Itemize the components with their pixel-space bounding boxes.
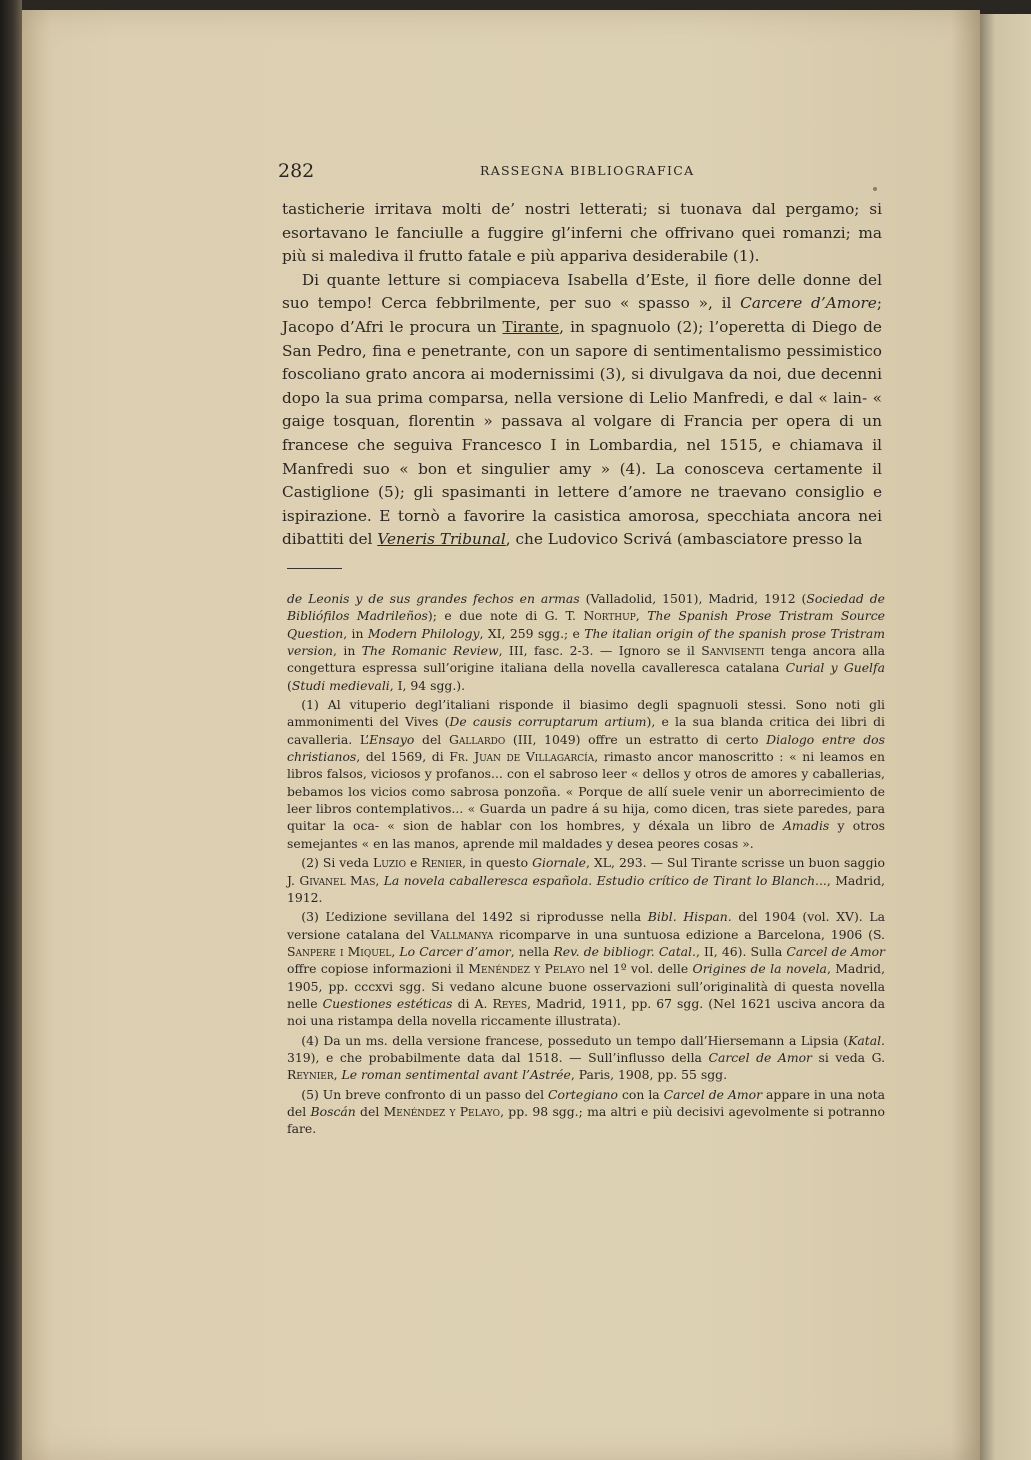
ink-speck	[873, 187, 877, 191]
footnote-2: (2) Si veda Luzio e Renier, in questo Giornale, XL, 293. — Sul Tirante scrisse un buon saggio J. Givanel Mas, La novela caballeresca española. Estudio crítico de Tirant lo Blanch..., Madrid, 1912.	[287, 855, 885, 905]
page-header	[278, 160, 878, 186]
footnote-1: (1) Al vituperio degl’italiani risponde il biasimo degli spagnuoli stessi. Sono noti gli ammonimenti del Vives (De causis corruptarum artium), e la sua blanda critica dei libri di cavalleria. L’Ensayo del Gallardo (III, 1049) offre un estratto di certo Dialogo entre dos christianos, del 1569, di Fr. Juan de Villagarcía, rimasto ancor manoscritto : « ni leamos en libros falsos, viciosos y profanos... con el sabroso leer « dellos y otros de amores y caballerias, bebamos los vicios como sabrosa ponzoña. « Porque de allí suele venir un aborrecimiento de leer libros contemplativos... « Guarda un padre á su hija, como dicen, tras siete paredes, para quitar la oca- « sion de hablar con los hombres, y déxala un libro de Amadis y otros semejantes « en las manos, aprende mil maldades y desea peores cosas ».	[287, 697, 885, 851]
footnote-5: (5) Un breve confronto di un passo del Cortegiano con la Carcel de Amor appare in una nota del Boscán del Menéndez y Pelayo, pp. 98 sgg.; ma altri e più decisivi agevolmente si potranno fare.	[287, 1086, 885, 1137]
paragraph-1: tasticherie irritava molti de’ nostri letterati; si tuonava dal pergamo; si esortavano le fanciulle a fuggire gl’inferni che offrivano quei romanzi; ma più si malediva il frutto fatale e più appariva desiderabile (1).	[282, 200, 882, 266]
footnote-4: (4) Da un ms. della versione francese, posseduto un tempo dall’Hiersemann a Lipsia (Katal. 319), e che probabilmente data dal 1518. — Sull’influsso della Carcel de Amor si veda G. Reynier, Le roman sentimental avant l’Astrée, Paris, 1908, pp. 55 sgg.	[287, 1032, 886, 1083]
next-page-edge	[980, 14, 1031, 1460]
paragraph-2: Di quante letture si compiaceva Isabella d’Este, il fiore delle donne del suo tempo! Cerca febbrilmente, per suo « spasso », il Carcere d’Amore; Jacopo d’Afri le procura un Tirante, in spagnuolo (2); l’operetta di Diego de San Pedro, fina e penetrante, con un sapore di sentimentalismo pessimistico foscoliano grato ancora ai modernissimi (3), si divulgava da noi, due decenni dopo la sua prima comparsa, nella versione di Lelio Manfredi, e dal « lain- « gaige tosquan, florentin » passava al volgare di Francia per opera di un francese che seguiva Francesco I in Lombardia, nel 1515, e chiamava il Manfredi suo « bon et singulier amy » (4). La conosceva certamente il Castiglione (5); gli spasimanti in lettere d’amore ne traevano consiglio e ispirazione. E tornò a favorire la casistica amorosa, specchiata ancora nei dibattiti del Veneris Tribunal, che Ludovico Scrivá (ambasciatore presso la	[282, 270, 882, 549]
footnotes	[287, 590, 885, 1140]
footnote-continuation: de Leonis y de sus grandes fechos en armas (Valladolid, 1501), Madrid, 1912 (Sociedad de Bibliófilos Madrileños); e due note di G. T. Northup, The Spanish Prose Tristram Source Question, in Modern Philology, XI, 259 sgg.; e The italian origin of the spanish prose Tristram version, in The Romanic Review, III, fasc. 2-3. — Ignoro se il Sanvisenti tenga ancora alla congettura espressa sull’origine italiana della novella cavalleresca catalana Curial y Guelfa (Studi medievali, I, 94 sgg.).	[287, 591, 885, 693]
footnote-rule	[287, 568, 342, 569]
scan-binding-shadow	[0, 0, 22, 1460]
page-number: 282	[278, 160, 315, 182]
running-head: RASSEGNA BIBLIOGRAFICA	[480, 163, 695, 178]
main-text	[282, 198, 882, 552]
footnote-3: (3) L’edizione sevillana del 1492 si riprodusse nella Bibl. Hispan. del 1904 (vol. XV). La versione catalana del Vallmanya ricomparve in una suntuosa edizione a Barcelona, 1906 (S. Sanpere i Miquel, Lo Carcer d’amor, nella Rev. de bibliogr. Catal., II, 46). Sulla Carcel de Amor offre copiose informazioni il Menéndez y Pelayo nel 1º vol. delle Origines de la novela, Madrid, 1905, pp. cccxvi sgg. Si vedano alcune buone osservazioni sull’originalità di questa novella nelle Cuestiones estéticas di A. Reyes, Madrid, 1911, pp. 67 sgg. (Nel 1621 usciva ancora da noi una ristampa della novella riccamente illustrata).	[287, 909, 886, 1029]
